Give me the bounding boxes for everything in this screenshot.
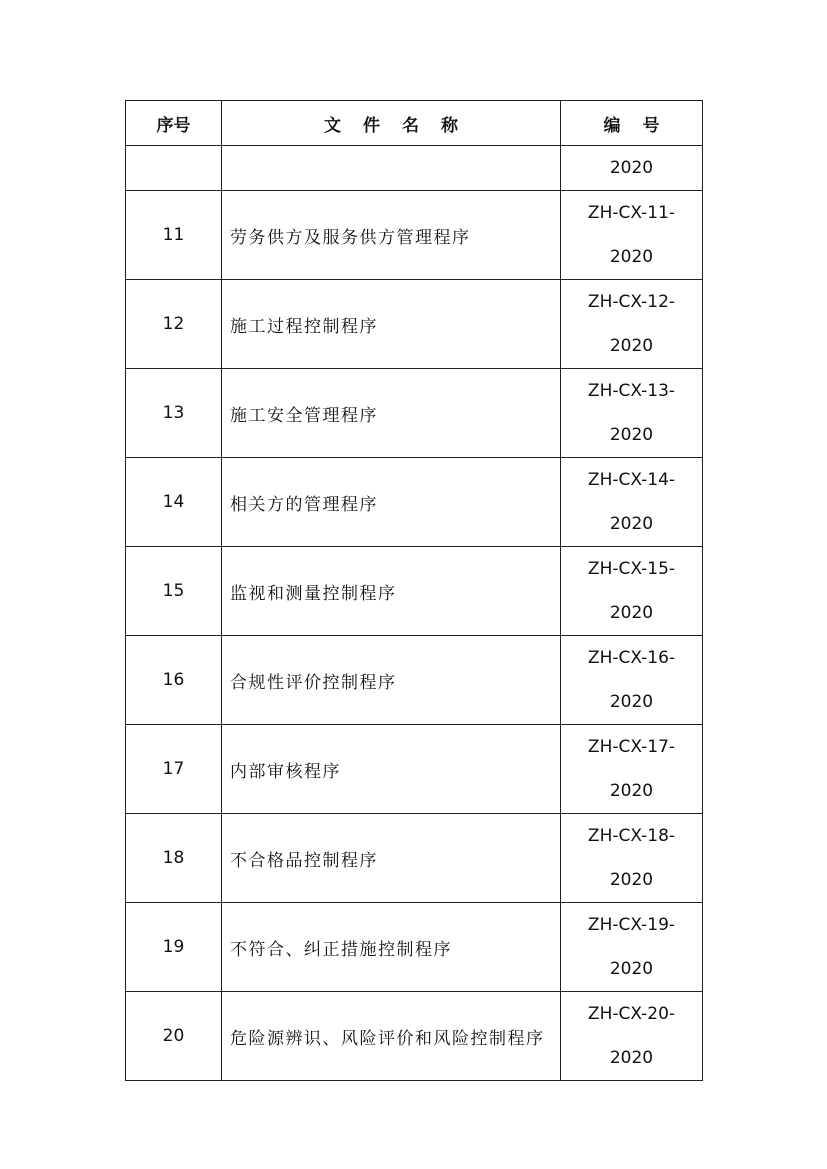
table-row [126, 814, 703, 903]
code-line-1: ZH-CX-16- [587, 648, 676, 668]
code-line-2: 2020 [609, 425, 654, 445]
code-line-2: 2020 [609, 336, 654, 356]
seq-cell: 20 [126, 992, 222, 1081]
seq-cell: 11 [126, 191, 222, 280]
header-code: 编号 [561, 101, 703, 146]
code-line-1: ZH-CX-14- [587, 470, 676, 490]
header-seq: 序号 [126, 101, 222, 146]
file-name-cell: 不合格品控制程序 [222, 814, 561, 903]
table-header-row [126, 101, 703, 146]
code-cell [561, 725, 703, 814]
continued-seq-cell [126, 146, 222, 191]
file-name-cell: 劳务供方及服务供方管理程序 [222, 191, 561, 280]
code-cell [561, 814, 703, 903]
file-name-cell: 合规性评价控制程序 [222, 636, 561, 725]
code-line-2: 2020 [609, 781, 654, 801]
file-name-cell: 施工安全管理程序 [222, 369, 561, 458]
code-line-2: 2020 [609, 692, 654, 712]
file-name-cell: 内部审核程序 [222, 725, 561, 814]
code-cell [561, 636, 703, 725]
code-cell [561, 547, 703, 636]
seq-cell: 16 [126, 636, 222, 725]
file-name-cell: 危险源辨识、风险评价和风险控制程序 [222, 992, 561, 1081]
seq-cell: 17 [126, 725, 222, 814]
code-line-1: ZH-CX-19- [587, 915, 676, 935]
code-cell [561, 369, 703, 458]
seq-cell: 12 [126, 280, 222, 369]
seq-cell: 19 [126, 903, 222, 992]
table-row [126, 458, 703, 547]
table-row [126, 903, 703, 992]
code-line-2: 2020 [609, 514, 654, 534]
code-cell [561, 191, 703, 280]
code-line-1: ZH-CX-15- [587, 559, 676, 579]
code-cell [561, 992, 703, 1081]
header-file-name: 文件名称 [222, 101, 561, 146]
code-line-2: 2020 [609, 247, 654, 267]
continued-name-cell [222, 146, 561, 191]
table-row [126, 280, 703, 369]
seq-cell: 15 [126, 547, 222, 636]
seq-cell: 18 [126, 814, 222, 903]
continued-code-cell: 2020 [561, 146, 703, 191]
code-line-2: 2020 [609, 959, 654, 979]
table-row [126, 547, 703, 636]
file-name-cell: 不符合、纠正措施控制程序 [222, 903, 561, 992]
table-row [126, 191, 703, 280]
code-line-1: ZH-CX-20- [587, 1004, 676, 1024]
table-row [126, 636, 703, 725]
code-cell [561, 280, 703, 369]
code-line-2: 2020 [609, 1048, 654, 1068]
document-list-table [125, 100, 703, 1081]
code-line-2: 2020 [609, 870, 654, 890]
file-name-cell: 监视和测量控制程序 [222, 547, 561, 636]
code-line-1: ZH-CX-11- [587, 203, 676, 223]
table-row [126, 369, 703, 458]
code-line-1: ZH-CX-18- [587, 826, 676, 846]
code-cell [561, 458, 703, 547]
code-line-1: ZH-CX-12- [587, 292, 676, 312]
table-row [126, 992, 703, 1081]
code-line-1: ZH-CX-13- [587, 381, 676, 401]
code-line-2: 2020 [609, 603, 654, 623]
file-name-cell: 相关方的管理程序 [222, 458, 561, 547]
seq-cell: 14 [126, 458, 222, 547]
table-row [126, 725, 703, 814]
table-row-continued [126, 146, 703, 191]
code-cell [561, 903, 703, 992]
code-line-1: ZH-CX-17- [587, 737, 676, 757]
seq-cell: 13 [126, 369, 222, 458]
file-name-cell: 施工过程控制程序 [222, 280, 561, 369]
